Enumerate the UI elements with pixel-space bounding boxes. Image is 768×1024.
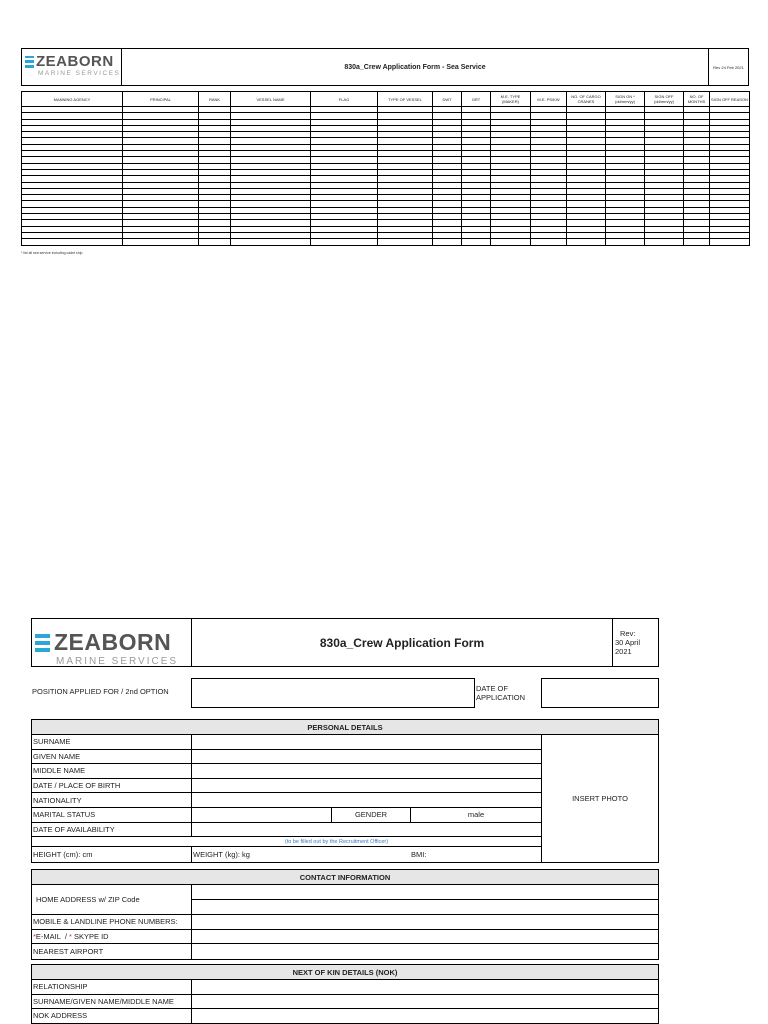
brand-subtitle: MARINE SERVICES: [56, 656, 179, 667]
nok-name-field[interactable]: [192, 995, 658, 1009]
phone-field[interactable]: [192, 915, 658, 929]
home-address-line-2[interactable]: [192, 900, 658, 914]
table-cell[interactable]: [491, 239, 531, 245]
surname-label: SURNAME: [32, 735, 192, 749]
column-header: MANNING AGENCY: [22, 92, 123, 107]
email-label-text: E-MAIL /: [35, 931, 69, 941]
application-revision: [612, 619, 658, 666]
nationality-label: NATIONALITY: [32, 793, 192, 807]
sea-service-title: 830a_Crew Application Form - Sea Service: [344, 63, 486, 71]
nok-name-label: SURNAME/GIVEN NAME/MIDDLE NAME: [32, 995, 192, 1009]
table-cell[interactable]: [199, 239, 231, 245]
revision-date: 30 April 2021: [615, 638, 641, 656]
table-cell[interactable]: [710, 239, 750, 245]
relationship-label: RELATIONSHIP: [32, 980, 192, 994]
skype-label-text: SKYPE ID: [71, 931, 109, 941]
column-header: SIGN ON * (dd/mm/yy): [606, 92, 645, 107]
column-header: PRINCIPAL: [123, 92, 199, 107]
column-header: TYPE OF VESSEL: [378, 92, 433, 107]
height-field[interactable]: HEIGHT (cm): cm: [32, 847, 192, 862]
marital-status-label: MARITAL STATUS: [32, 808, 192, 822]
nok-address-field[interactable]: [192, 1009, 658, 1023]
table-cell[interactable]: [531, 239, 567, 245]
revision-label: Rev:: [620, 629, 636, 638]
phone-label: MOBILE & LANDLINE PHONE NUMBERS:: [32, 915, 192, 929]
table-row: [22, 239, 750, 245]
column-header: VESSEL NAME: [231, 92, 311, 107]
airport-field[interactable]: [192, 944, 658, 959]
column-header: DWT: [433, 92, 462, 107]
marital-status-field[interactable]: [192, 808, 332, 822]
application-header: [31, 618, 659, 667]
middle-name-label: MIDDLE NAME: [32, 764, 192, 778]
brand-name: ZEABORN: [54, 629, 172, 655]
required-star: *: [68, 931, 72, 941]
gender-field[interactable]: male: [467, 810, 485, 820]
position-label: POSITION APPLIED FOR / 2nd OPTION: [32, 687, 169, 696]
dob-field[interactable]: [192, 779, 541, 793]
brand-name: ZEABORN: [36, 53, 114, 70]
table-cell[interactable]: [123, 239, 199, 245]
application-title: 830a_Crew Application Form: [319, 635, 485, 650]
dob-label: DATE / PLACE OF BIRTH: [32, 779, 192, 793]
column-header: RANK: [199, 92, 231, 107]
table-cell[interactable]: [684, 239, 710, 245]
given-name-field[interactable]: [192, 750, 541, 764]
contact-section: [31, 869, 659, 960]
zeaborn-mark-icon: [25, 56, 34, 68]
contact-heading: CONTACT INFORMATION: [32, 870, 658, 885]
zeaborn-mark-icon: [35, 634, 50, 652]
relationship-field[interactable]: [192, 980, 658, 994]
table-cell[interactable]: [567, 239, 606, 245]
brand-subtitle: MARINE SERVICES: [38, 70, 121, 77]
column-header: NO. OF CARGO CRANES: [567, 92, 606, 107]
brand-logo: [22, 49, 122, 85]
table-cell[interactable]: [231, 239, 311, 245]
airport-label: NEAREST AIRPORT: [32, 944, 192, 959]
column-header: SIGN OFF (dd/mm/yy): [645, 92, 684, 107]
column-header: M.E. PS/KW: [531, 92, 567, 107]
table-cell[interactable]: [433, 239, 462, 245]
date-of-application-label: DATE OF APPLICATION: [476, 684, 526, 702]
position-field[interactable]: [191, 678, 475, 708]
nationality-field[interactable]: [192, 793, 541, 807]
table-cell[interactable]: [606, 239, 645, 245]
personal-details-heading: PERSONAL DETAILS: [32, 720, 658, 735]
column-header: M.E. TYPE (MAKER): [491, 92, 531, 107]
column-header: FLAG: [311, 92, 378, 107]
home-address-line-1[interactable]: [192, 885, 658, 900]
column-header: NO. OF MONTHS: [684, 92, 710, 107]
sea-service-table: [21, 91, 750, 246]
sea-service-footnote: * list all sea service including cadet ship: [21, 251, 83, 255]
availability-label: DATE OF AVAILABILITY: [32, 823, 192, 837]
sea-service-revision: Rev 24 Feb 2021: [708, 49, 748, 85]
table-cell[interactable]: [462, 239, 491, 245]
availability-field[interactable]: [192, 823, 541, 837]
personal-details-section: [31, 719, 659, 863]
column-header: GRT: [462, 92, 491, 107]
required-star: *: [33, 931, 36, 941]
brand-logo: [32, 619, 192, 666]
table-cell[interactable]: [645, 239, 684, 245]
email-skype-label: [32, 930, 192, 944]
nok-section: [31, 964, 659, 1024]
nok-heading: NEXT OF KIN DETAILS (NOK): [32, 965, 658, 980]
surname-field[interactable]: [192, 735, 541, 749]
table-cell[interactable]: [311, 239, 378, 245]
sea-service-header: [21, 48, 749, 86]
gender-label: GENDER: [332, 808, 411, 822]
photo-placeholder[interactable]: INSERT PHOTO: [572, 793, 628, 803]
table-cell[interactable]: [22, 239, 123, 245]
date-of-application-field[interactable]: [541, 678, 659, 708]
weight-field[interactable]: WEIGHT (kg): kg: [193, 849, 250, 859]
nok-address-label: NOK ADDRESS: [32, 1009, 192, 1023]
recruitment-officer-note: (to be filled out by the Recruitment Officer): [284, 838, 389, 845]
column-header: SIGN OFF REASON: [710, 92, 750, 107]
email-skype-field[interactable]: [192, 930, 658, 944]
table-cell[interactable]: [378, 239, 433, 245]
middle-name-field[interactable]: [192, 764, 541, 778]
home-address-label: HOME ADDRESS w/ ZIP Code: [32, 885, 192, 914]
given-name-label: GIVEN NAME: [32, 750, 192, 764]
bmi-field[interactable]: BMI:: [411, 849, 427, 859]
